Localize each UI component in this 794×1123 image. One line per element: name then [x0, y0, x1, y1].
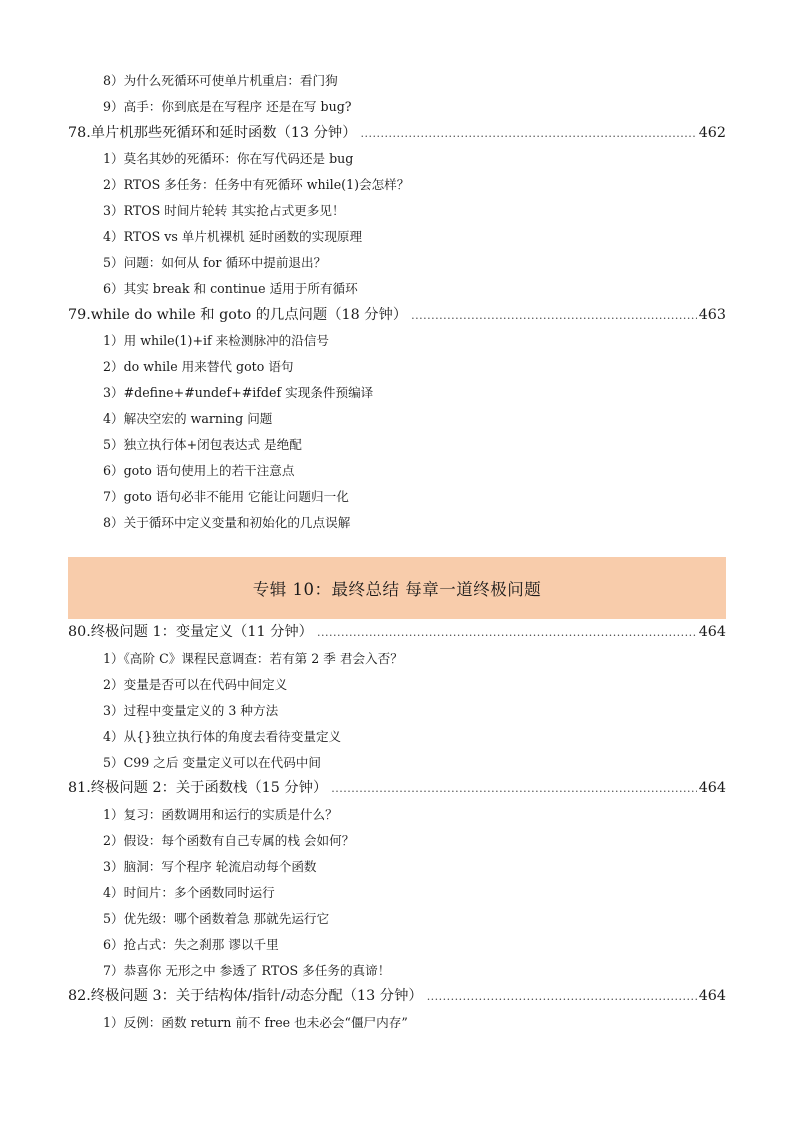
toc-subitem: 3）RTOS 时间片轮转 其实抢占式更多见！	[103, 203, 345, 218]
toc-subitem: 7）恭喜你 无形之中 参透了 RTOS 多任务的真谛！	[103, 963, 391, 978]
toc-subitem: 1）反例：函数 return 前不 free 也未必会“僵尸内存”	[103, 1015, 408, 1030]
page-number: 464	[698, 780, 726, 796]
toc-subitem: 1）莫名其妙的死循环：你在写代码还是 bug	[103, 151, 354, 166]
toc-subitem: 2）假设：每个函数有自己专属的栈 会如何？	[103, 833, 355, 848]
chapter-80-entry[interactable]	[68, 622, 726, 642]
toc-subitem: 1）用 while(1)+if 来检测脉冲的沿信号	[103, 333, 330, 348]
leader-dots	[411, 306, 697, 326]
toc-subitem: 4）RTOS vs 单片机裸机 延时函数的实现原理	[103, 229, 363, 244]
page-number: 464	[698, 624, 726, 640]
toc-subitem: 5）独立执行体+闭包表达式 是绝配	[103, 437, 302, 452]
toc-subitem: 1）复习：函数调用和运行的实质是什么？	[103, 807, 338, 822]
chapter-title: 80.终极问题 1：变量定义（11 分钟）	[68, 624, 313, 640]
toc-subitem: 1）《高阶 C》课程民意调查：若有第 2 季 君会入否？	[103, 651, 403, 666]
chapter-81-entry[interactable]	[68, 778, 726, 798]
leader-dots	[361, 124, 697, 144]
toc-subitem: 5）优先级：哪个函数着急 那就先运行它	[103, 911, 330, 926]
chapter-79-entry[interactable]	[68, 305, 726, 325]
toc-subitem: 3）过程中变量定义的 3 种方法	[103, 703, 279, 718]
toc-subitem: 4）解决空宏的 warning 问题	[103, 411, 273, 426]
toc-subitem: 6）goto 语句使用上的若干注意点	[103, 463, 295, 478]
toc-subitem: 7）goto 语句必非不能用 它能让问题归一化	[103, 489, 349, 504]
toc-subitem: 2）do while 用来替代 goto 语句	[103, 359, 294, 374]
chapter-78-entry[interactable]	[68, 123, 726, 143]
toc-subitem: 2）RTOS 多任务：任务中有死循环 while(1)会怎样？	[103, 177, 410, 192]
toc-subitem: 8）关于循环中定义变量和初始化的几点误解	[103, 515, 351, 530]
toc-subitem: 8）为什么死循环可使单片机重启：看门狗	[103, 73, 338, 88]
toc-subitem: 5）C99 之后 变量定义可以在代码中间	[103, 755, 321, 770]
leader-dots	[317, 623, 697, 643]
toc-subitem: 6）其实 break 和 continue 适用于所有循环	[103, 281, 358, 296]
chapter-82-entry[interactable]	[68, 986, 726, 1006]
chapter-title: 79.while do while 和 goto 的几点问题（18 分钟）	[68, 307, 408, 323]
toc-subitem: 4）从{}独立执行体的角度去看待变量定义	[103, 729, 342, 744]
album-banner	[68, 557, 726, 619]
page-number: 462	[698, 125, 726, 141]
chapter-title: 82.终极问题 3：关于结构体/指针/动态分配（13 分钟）	[68, 988, 423, 1004]
toc-subitem: 4）时间片：多个函数同时运行	[103, 885, 275, 900]
toc-subitem: 6）抢占式：失之刹那 谬以千里	[103, 937, 279, 952]
page-number: 464	[698, 988, 726, 1004]
page-number: 463	[698, 307, 726, 323]
toc-subitem: 5）问题：如何从 for 循环中提前退出？	[103, 255, 327, 270]
toc-subitem: 2）变量是否可以在代码中间定义	[103, 677, 288, 692]
leader-dots	[427, 987, 697, 1007]
banner-title: 专辑 10：最终总结 每章一道终极问题	[252, 580, 542, 599]
chapter-title: 81.终极问题 2：关于函数栈（15 分钟）	[68, 780, 328, 796]
leader-dots	[331, 779, 696, 799]
toc-subitem: 9）高手：你到底是在写程序 还是在写 bug?	[103, 99, 352, 114]
toc-subitem: 3）#define+#undef+#ifdef 实现条件预编译	[103, 385, 374, 400]
chapter-title: 78.单片机那些死循环和延时函数（13 分钟）	[68, 125, 357, 141]
toc-subitem: 3）脑洞：写个程序 轮流启动每个函数	[103, 859, 317, 874]
